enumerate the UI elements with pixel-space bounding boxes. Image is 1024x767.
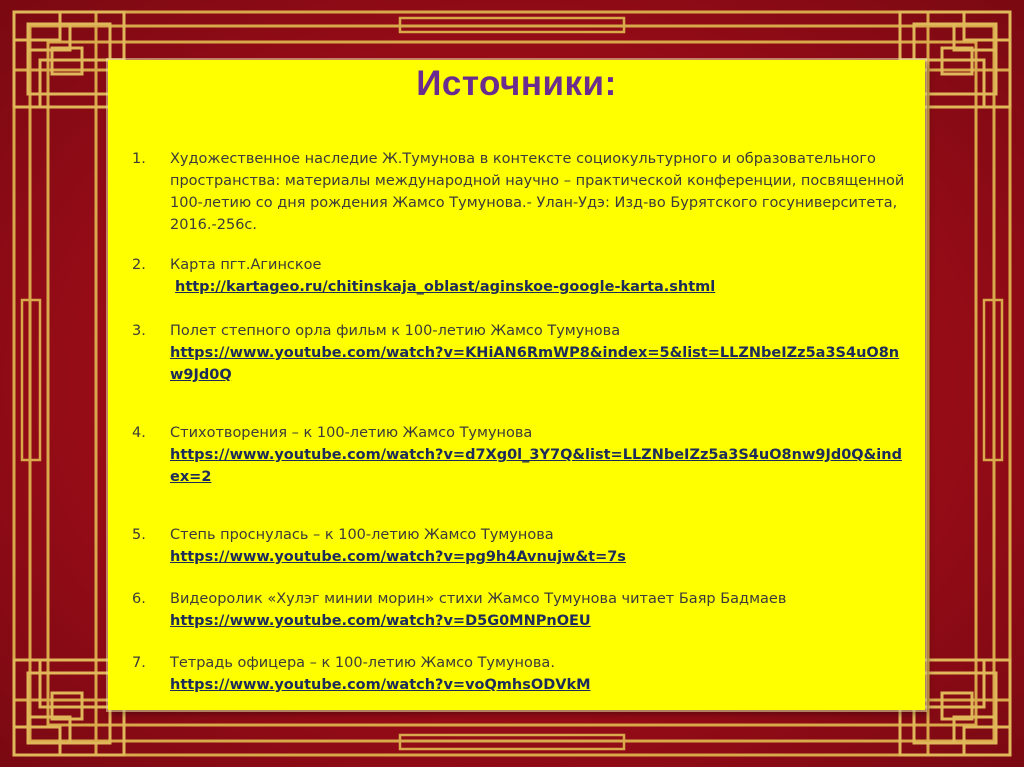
source-link[interactable]: https://www.youtube.com/watch?v=D5G0MNPnOEU	[170, 613, 591, 629]
source-text: Тетрадь офицера – к 100-летию Жамсо Тумунова.	[170, 655, 555, 671]
item-number: 6.	[132, 591, 146, 607]
item-number: 2.	[132, 257, 146, 273]
source-text: Карта пгт.Агинское	[170, 257, 322, 273]
page-title: Источники:	[416, 64, 617, 103]
source-text: Стихотворения – к 100-летию Жамсо Тумунова	[170, 425, 533, 441]
source-text: Видеоролик «Хулэг минии морин» стихи Жамсо Тумунова читает Баяр Бадмаев	[170, 591, 787, 607]
item-number: 4.	[132, 425, 146, 441]
item-number: 7.	[132, 655, 146, 671]
item-number: 3.	[132, 323, 146, 339]
source-link[interactable]: http://kartageo.ru/chitinskaja_oblast/aginskoe-google-karta.shtml	[175, 279, 716, 295]
item-number: 5.	[132, 527, 146, 543]
source-link[interactable]: https://www.youtube.com/watch?v=KHiAN6RmWP8&index=5&list=LLZNbeIZz5a3S4uO8nw9Jd0Q	[170, 345, 900, 383]
source-text: Полет степного орла фильм к 100-летию Жамсо Тумунова	[170, 323, 621, 339]
content-panel	[108, 60, 925, 710]
source-link[interactable]: https://www.youtube.com/watch?v=d7Xg0l_3Y7Q&list=LLZNbeIZz5a3S4uO8nw9Jd0Q&index=2	[170, 447, 902, 485]
source-text: Степь проснулась – к 100-летию Жамсо Тумунова	[170, 527, 554, 543]
source-text: Художественное наследие Ж.Тумунова в контексте социокультурного и образовательного пространства: материалы международной научно – практической конференции, посвященной 100-летию со дня рождения Жамсо Тумунова.- Улан-Удэ: Изд-во Бурятского госуниверситета, 2016.-256с.	[170, 151, 905, 233]
item-number: 1.	[132, 151, 146, 167]
source-link[interactable]: https://www.youtube.com/watch?v=pg9h4Avnujw&t=7s	[170, 549, 626, 565]
source-link[interactable]: https://www.youtube.com/watch?v=voQmhsODVkM	[170, 677, 591, 693]
